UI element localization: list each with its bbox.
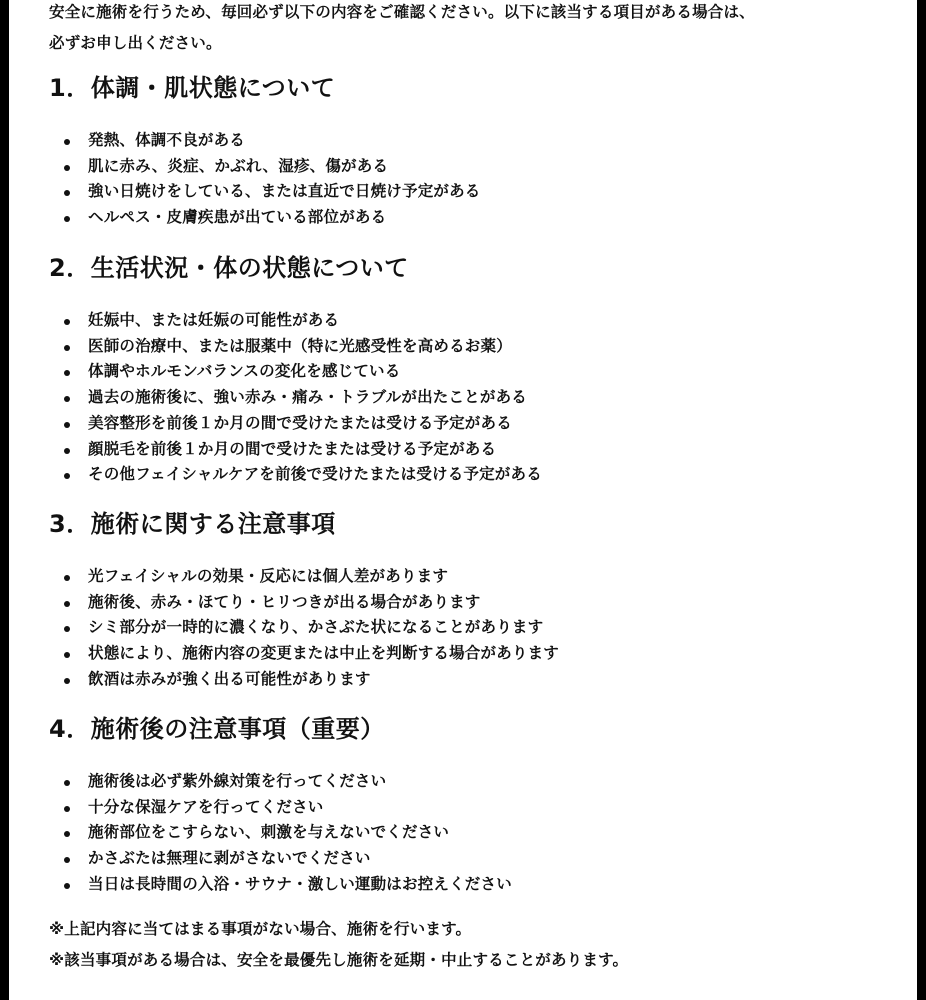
section-list xyxy=(49,308,542,488)
list-item: 施術後、赤み・ほてり・ヒリつきが出る場合があります xyxy=(62,590,559,616)
section-heading: 1．体調・肌状態について xyxy=(49,74,336,102)
list-item: 肌に赤み、炎症、かぶれ、湿疹、傷がある xyxy=(62,154,481,180)
section-health xyxy=(49,74,481,231)
list-item: 状態により、施術内容の変更または中止を判断する場合があります xyxy=(62,641,559,667)
list-item: 医師の治療中、または服薬中（特に光感受性を高めるお薬） xyxy=(62,334,542,360)
intro-text xyxy=(49,0,755,59)
list-item: 顔脱毛を前後１か月の間で受けたまたは受ける予定がある xyxy=(62,437,542,463)
section-treatment-notes xyxy=(49,510,559,693)
list-item: 当日は長時間の入浴・サウナ・激しい運動はお控えください xyxy=(62,872,512,898)
list-item: 妊娠中、または妊娠の可能性がある xyxy=(62,308,542,334)
list-item: シミ部分が一時的に濃くなり、かさぶた状になることがあります xyxy=(62,615,559,641)
list-item: 十分な保湿ケアを行ってください xyxy=(62,795,512,821)
document-page xyxy=(9,0,917,1000)
note-line: ※該当事項がある場合は、安全を最優先し施術を延期・中止することがあります。 xyxy=(49,951,629,969)
section-lifestyle xyxy=(49,254,542,488)
section-heading: 3．施術に関する注意事項 xyxy=(49,510,336,538)
intro-line: 必ずお申し出ください。 xyxy=(49,34,222,52)
section-list xyxy=(49,128,481,231)
list-item: 施術部位をこすらない、刺激を与えないでください xyxy=(62,820,512,846)
list-item: 美容整形を前後１か月の間で受けたまたは受ける予定がある xyxy=(62,411,542,437)
section-list xyxy=(49,564,559,693)
list-item: 過去の施術後に、強い赤み・痛み・トラブルが出たことがある xyxy=(62,385,542,411)
list-item: その他フェイシャルケアを前後で受けたまたは受ける予定がある xyxy=(62,462,542,488)
note-line: ※上記内容に当てはまる事項がない場合、施術を行います。 xyxy=(49,920,472,938)
list-item: 発熱、体調不良がある xyxy=(62,128,481,154)
section-heading: 4．施術後の注意事項（重要） xyxy=(49,715,385,743)
list-item: 飲酒は赤みが強く出る可能性があります xyxy=(62,667,559,693)
list-item: 光フェイシャルの効果・反応には個人差があります xyxy=(62,564,559,590)
intro-line: 安全に施術を行うため、毎回必ず以下の内容をご確認ください。以下に該当する項目がある場合は、 xyxy=(49,3,755,21)
list-item: 施術後は必ず紫外線対策を行ってください xyxy=(62,769,512,795)
footer-notes xyxy=(49,914,628,976)
section-heading: 2．生活状況・体の状態について xyxy=(49,254,409,282)
list-item: 強い日焼けをしている、または直近で日焼け予定がある xyxy=(62,179,481,205)
list-item: かさぶたは無理に剥がさないでください xyxy=(62,846,512,872)
section-list xyxy=(49,769,512,898)
section-aftercare xyxy=(49,715,512,898)
list-item: 体調やホルモンバランスの変化を感じている xyxy=(62,359,542,385)
list-item: ヘルペス・皮膚疾患が出ている部位がある xyxy=(62,205,481,231)
